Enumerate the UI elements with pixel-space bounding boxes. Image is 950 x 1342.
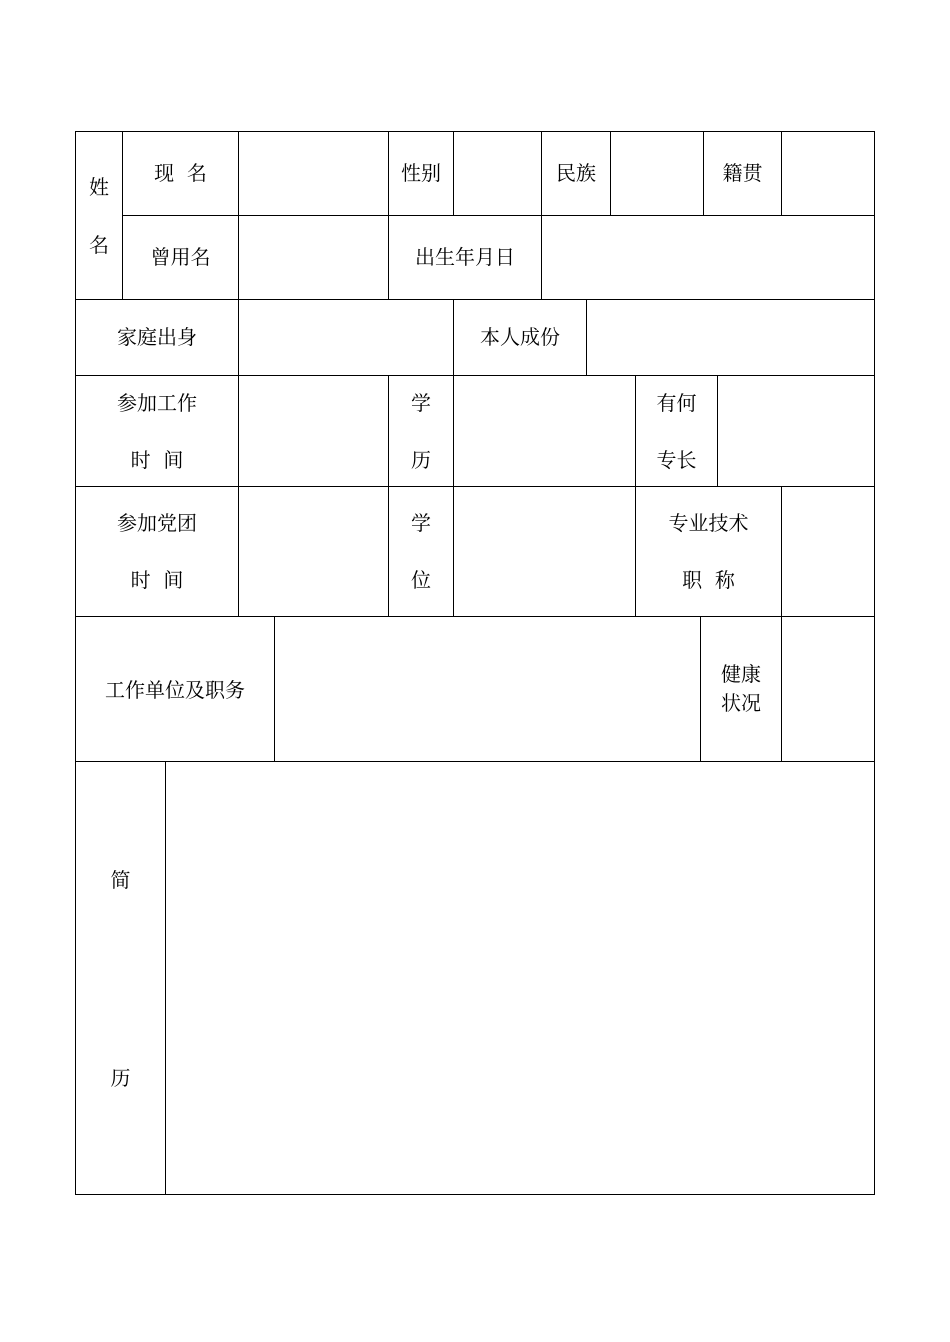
work-start-field[interactable] [239,376,388,486]
current-name-label: 现 名 [154,161,207,185]
name-group-label-char-2: 名 [89,233,109,257]
personal-status-label: 本人成份 [480,325,560,349]
family-origin-label: 家庭出身 [117,325,197,349]
health-label-line1: 健康 [721,662,761,686]
specialty-label-line1: 有何 [656,391,697,415]
resume-field[interactable] [166,762,874,1194]
specialty-field[interactable] [718,376,874,486]
resume-label-line2: 历 [110,1066,131,1090]
native-place-label: 籍贯 [722,161,763,185]
table-border-left [75,131,76,1195]
native-place-field[interactable] [782,132,874,215]
title-label-line1: 专业技术 [668,511,749,535]
education-label-line1: 学 [411,391,431,415]
ethnicity-label: 民族 [556,161,596,185]
birth-date-label: 出生年月日 [415,245,515,269]
title-label-line2: 职 称 [682,568,735,592]
resume-label-line1: 简 [110,868,131,892]
former-name-field[interactable] [239,216,388,299]
ethnicity-field[interactable] [611,132,703,215]
personal-status-field[interactable] [587,300,874,375]
work-start-label-line2: 时 间 [130,448,184,472]
party-join-field[interactable] [239,487,388,616]
gender-field[interactable] [454,132,541,215]
col-divider-degree-label [388,486,389,616]
col-divider-health-label [700,616,701,761]
party-join-label-line1: 参加党团 [117,511,197,535]
birth-date-field[interactable] [542,216,874,299]
health-label-line2: 状况 [721,691,761,715]
workplace-field[interactable] [275,617,700,761]
degree-field[interactable] [454,487,635,616]
workplace-label: 工作单位及职务 [105,678,245,702]
col-divider-name-group [122,131,123,299]
gender-label: 性别 [401,161,441,185]
degree-label-line2: 位 [411,568,431,592]
work-start-label-line1: 参加工作 [117,391,197,415]
party-join-label-line2: 时 间 [130,568,184,592]
health-field[interactable] [782,617,874,761]
degree-label-line1: 学 [411,511,431,535]
education-label-line2: 历 [411,448,431,472]
education-field[interactable] [454,376,635,486]
col-divider-title-label [635,486,636,616]
col-divider-gender-label [388,131,389,299]
name-group-label-char-1: 姓 [89,175,109,199]
family-origin-field[interactable] [239,300,453,375]
title-field[interactable] [782,487,874,616]
table-border-right [874,131,875,1195]
specialty-label-line2: 专长 [656,448,697,472]
current-name-field[interactable] [239,132,388,215]
table-border-bottom [75,1194,875,1195]
former-name-label: 曾用名 [150,245,211,269]
